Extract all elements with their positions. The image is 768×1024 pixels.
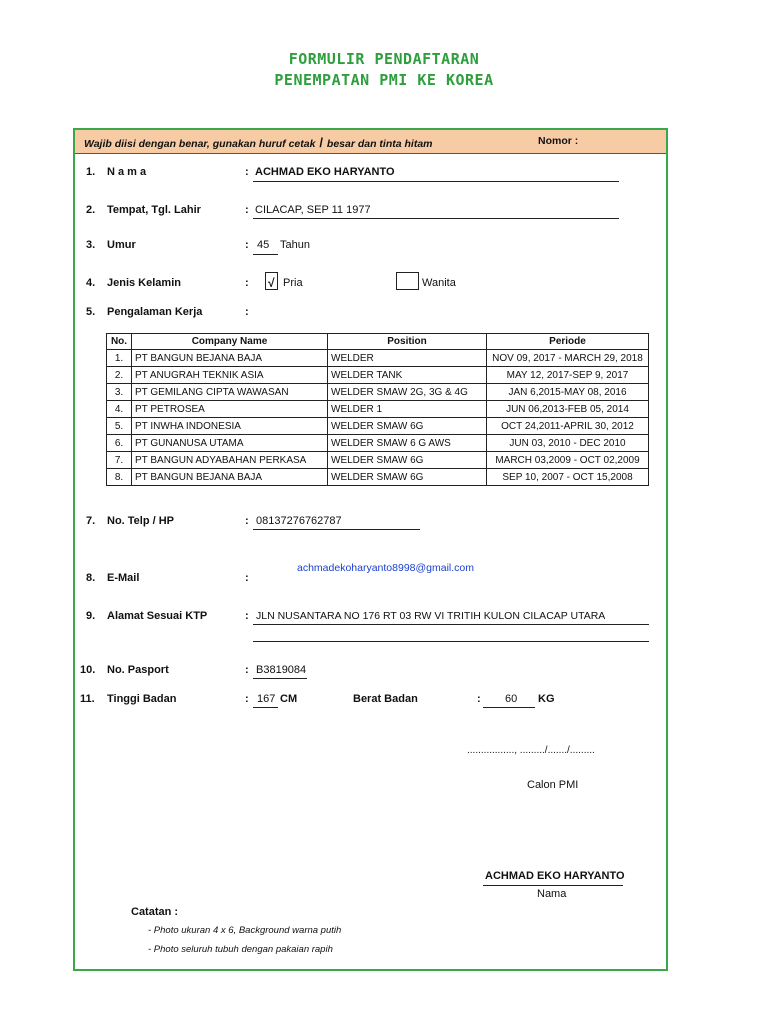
company-name[interactable]: PT BANGUN BEJANA BAJA <box>132 350 328 367</box>
periode[interactable]: NOV 09, 2017 - MARCH 29, 2018 <box>487 350 649 367</box>
position[interactable]: WELDER SMAW 6G <box>328 452 487 469</box>
email-label: E-Mail <box>107 572 140 584</box>
nama-underline <box>253 181 619 182</box>
form-title-line1: FORMULIR PENDAFTARAN <box>288 50 480 68</box>
instruction-banner <box>75 130 666 154</box>
colon: : <box>245 664 249 676</box>
telp-underline <box>253 529 420 530</box>
berat-label: Berat Badan <box>353 693 418 705</box>
row-no: 3. <box>107 384 132 401</box>
col-header-no: No. <box>107 334 132 350</box>
ttl-value[interactable]: CILACAP, SEP 11 1977 <box>255 204 371 216</box>
experience-header-row <box>107 334 649 350</box>
signature-caption: Nama <box>537 888 567 900</box>
paspor-value[interactable]: B3819084 <box>256 664 307 676</box>
field-number: 11. <box>80 693 95 705</box>
periode[interactable]: SEP 10, 2007 - OCT 15,2008 <box>487 469 649 486</box>
field-number: 9. <box>86 610 96 622</box>
paspor-label: No. Pasport <box>107 664 169 676</box>
pria-label: Pria <box>283 277 303 289</box>
field-number: 1. <box>86 166 96 178</box>
date-line: ................., ........./......./......... <box>467 745 595 756</box>
position[interactable]: WELDER SMAW 6G <box>328 418 487 435</box>
row-no: 5. <box>107 418 132 435</box>
form-frame <box>73 128 668 971</box>
jenis-kelamin-label: Jenis Kelamin <box>107 277 181 289</box>
instruction-text: Wajib diisi dengan benar, gunakan huruf cetak / besar dan tinta hitam <box>84 135 433 150</box>
signature-name: ACHMAD EKO HARYANTO <box>485 870 625 882</box>
check-icon: √ <box>268 276 275 290</box>
note-item: - Photo ukuran 4 x 6, Background warna putih <box>148 925 342 936</box>
telp-value[interactable]: 08137276762787 <box>256 515 342 527</box>
position[interactable]: WELDER SMAW 2G, 3G & 4G <box>328 384 487 401</box>
alamat-underline-2 <box>253 641 649 642</box>
alamat-underline-1 <box>253 624 649 625</box>
position[interactable]: WELDER SMAW 6 G AWS <box>328 435 487 452</box>
periode[interactable]: JAN 6,2015-MAY 08, 2016 <box>487 384 649 401</box>
periode[interactable]: OCT 24,2011-APRIL 30, 2012 <box>487 418 649 435</box>
col-header-periode: Periode <box>487 334 649 350</box>
berat-unit: KG <box>538 693 555 705</box>
ttl-underline <box>253 218 619 219</box>
company-name[interactable]: PT BANGUN BEJANA BAJA <box>132 469 328 486</box>
colon: : <box>245 204 249 216</box>
note-item: - Photo seluruh tubuh dengan pakaian rapih <box>148 944 333 955</box>
nama-label: N a m a <box>107 166 147 178</box>
field-number: 8. <box>86 572 96 584</box>
calon-pmi-label: Calon PMI <box>527 779 579 791</box>
tinggi-label: Tinggi Badan <box>107 693 177 705</box>
berat-underline <box>483 707 535 708</box>
experience-table <box>106 333 649 486</box>
company-name[interactable]: PT GEMILANG CIPTA WAWASAN <box>132 384 328 401</box>
table-row <box>107 469 649 486</box>
email-value[interactable]: achmadekoharyanto8998@gmail.com <box>297 562 475 574</box>
wanita-checkbox[interactable] <box>396 272 419 290</box>
company-name[interactable]: PT PETROSEA <box>132 401 328 418</box>
company-name[interactable]: PT GUNANUSA UTAMA <box>132 435 328 452</box>
col-header-position: Position <box>328 334 487 350</box>
position[interactable]: WELDER TANK <box>328 367 487 384</box>
colon: : <box>245 515 249 527</box>
colon: : <box>245 610 249 622</box>
nomor-label: Nomor : <box>538 135 579 147</box>
field-number: 5. <box>86 306 96 318</box>
colon: : <box>245 306 249 318</box>
tinggi-underline <box>253 707 278 708</box>
signature-underline <box>483 885 623 886</box>
colon: : <box>245 693 249 705</box>
row-no: 4. <box>107 401 132 418</box>
umur-unit: Tahun <box>280 239 310 251</box>
ttl-label: Tempat, Tgl. Lahir <box>107 204 201 216</box>
row-no: 2. <box>107 367 132 384</box>
umur-value[interactable]: 45 <box>257 239 270 251</box>
notes-title: Catatan : <box>131 906 179 918</box>
wanita-label: Wanita <box>422 277 456 289</box>
colon: : <box>245 572 249 584</box>
col-header-company: Company Name <box>132 334 328 350</box>
field-number: 7. <box>86 515 96 527</box>
table-row <box>107 435 649 452</box>
field-number: 3. <box>86 239 96 251</box>
table-row <box>107 418 649 435</box>
table-row <box>107 452 649 469</box>
company-name[interactable]: PT ANUGRAH TEKNIK ASIA <box>132 367 328 384</box>
company-name[interactable]: PT INWHA INDONESIA <box>132 418 328 435</box>
colon: : <box>477 693 481 705</box>
berat-value[interactable]: 60 <box>505 693 518 705</box>
company-name[interactable]: PT BANGUN ADYABAHAN PERKASA <box>132 452 328 469</box>
periode[interactable]: MARCH 03,2009 - OCT 02,2009 <box>487 452 649 469</box>
alamat-value[interactable]: JLN NUSANTARA NO 176 RT 03 RW VI TRITIH KULON CILACAP UTARA <box>256 610 606 622</box>
umur-label: Umur <box>107 239 136 251</box>
row-no: 8. <box>107 469 132 486</box>
field-number: 4. <box>86 277 96 289</box>
alamat-label: Alamat Sesuai KTP <box>107 610 208 622</box>
colon: : <box>245 239 249 251</box>
position[interactable]: WELDER SMAW 6G <box>328 469 487 486</box>
pengalaman-label: Pengalaman Kerja <box>107 306 203 318</box>
periode[interactable]: JUN 03, 2010 - DEC 2010 <box>487 435 649 452</box>
paspor-underline <box>253 678 307 679</box>
tinggi-unit: CM <box>280 693 298 705</box>
colon: : <box>245 277 249 289</box>
form-title-line2: PENEMPATAN PMI KE KOREA <box>274 71 494 89</box>
table-row <box>107 384 649 401</box>
table-row <box>107 367 649 384</box>
row-no: 7. <box>107 452 132 469</box>
row-no: 6. <box>107 435 132 452</box>
periode[interactable]: MAY 12, 2017-SEP 9, 2017 <box>487 367 649 384</box>
colon: : <box>245 166 249 178</box>
position[interactable]: WELDER 1 <box>328 401 487 418</box>
field-number: 2. <box>86 204 96 216</box>
table-row <box>107 350 649 367</box>
tinggi-value[interactable]: 167 <box>257 693 276 705</box>
field-number: 10. <box>80 664 96 676</box>
position[interactable]: WELDER <box>328 350 487 367</box>
periode[interactable]: JUN 06,2013-FEB 05, 2014 <box>487 401 649 418</box>
telp-label: No. Telp / HP <box>107 515 175 527</box>
row-no: 1. <box>107 350 132 367</box>
nama-value[interactable]: ACHMAD EKO HARYANTO <box>255 166 395 178</box>
table-row <box>107 401 649 418</box>
umur-underline <box>253 254 278 255</box>
